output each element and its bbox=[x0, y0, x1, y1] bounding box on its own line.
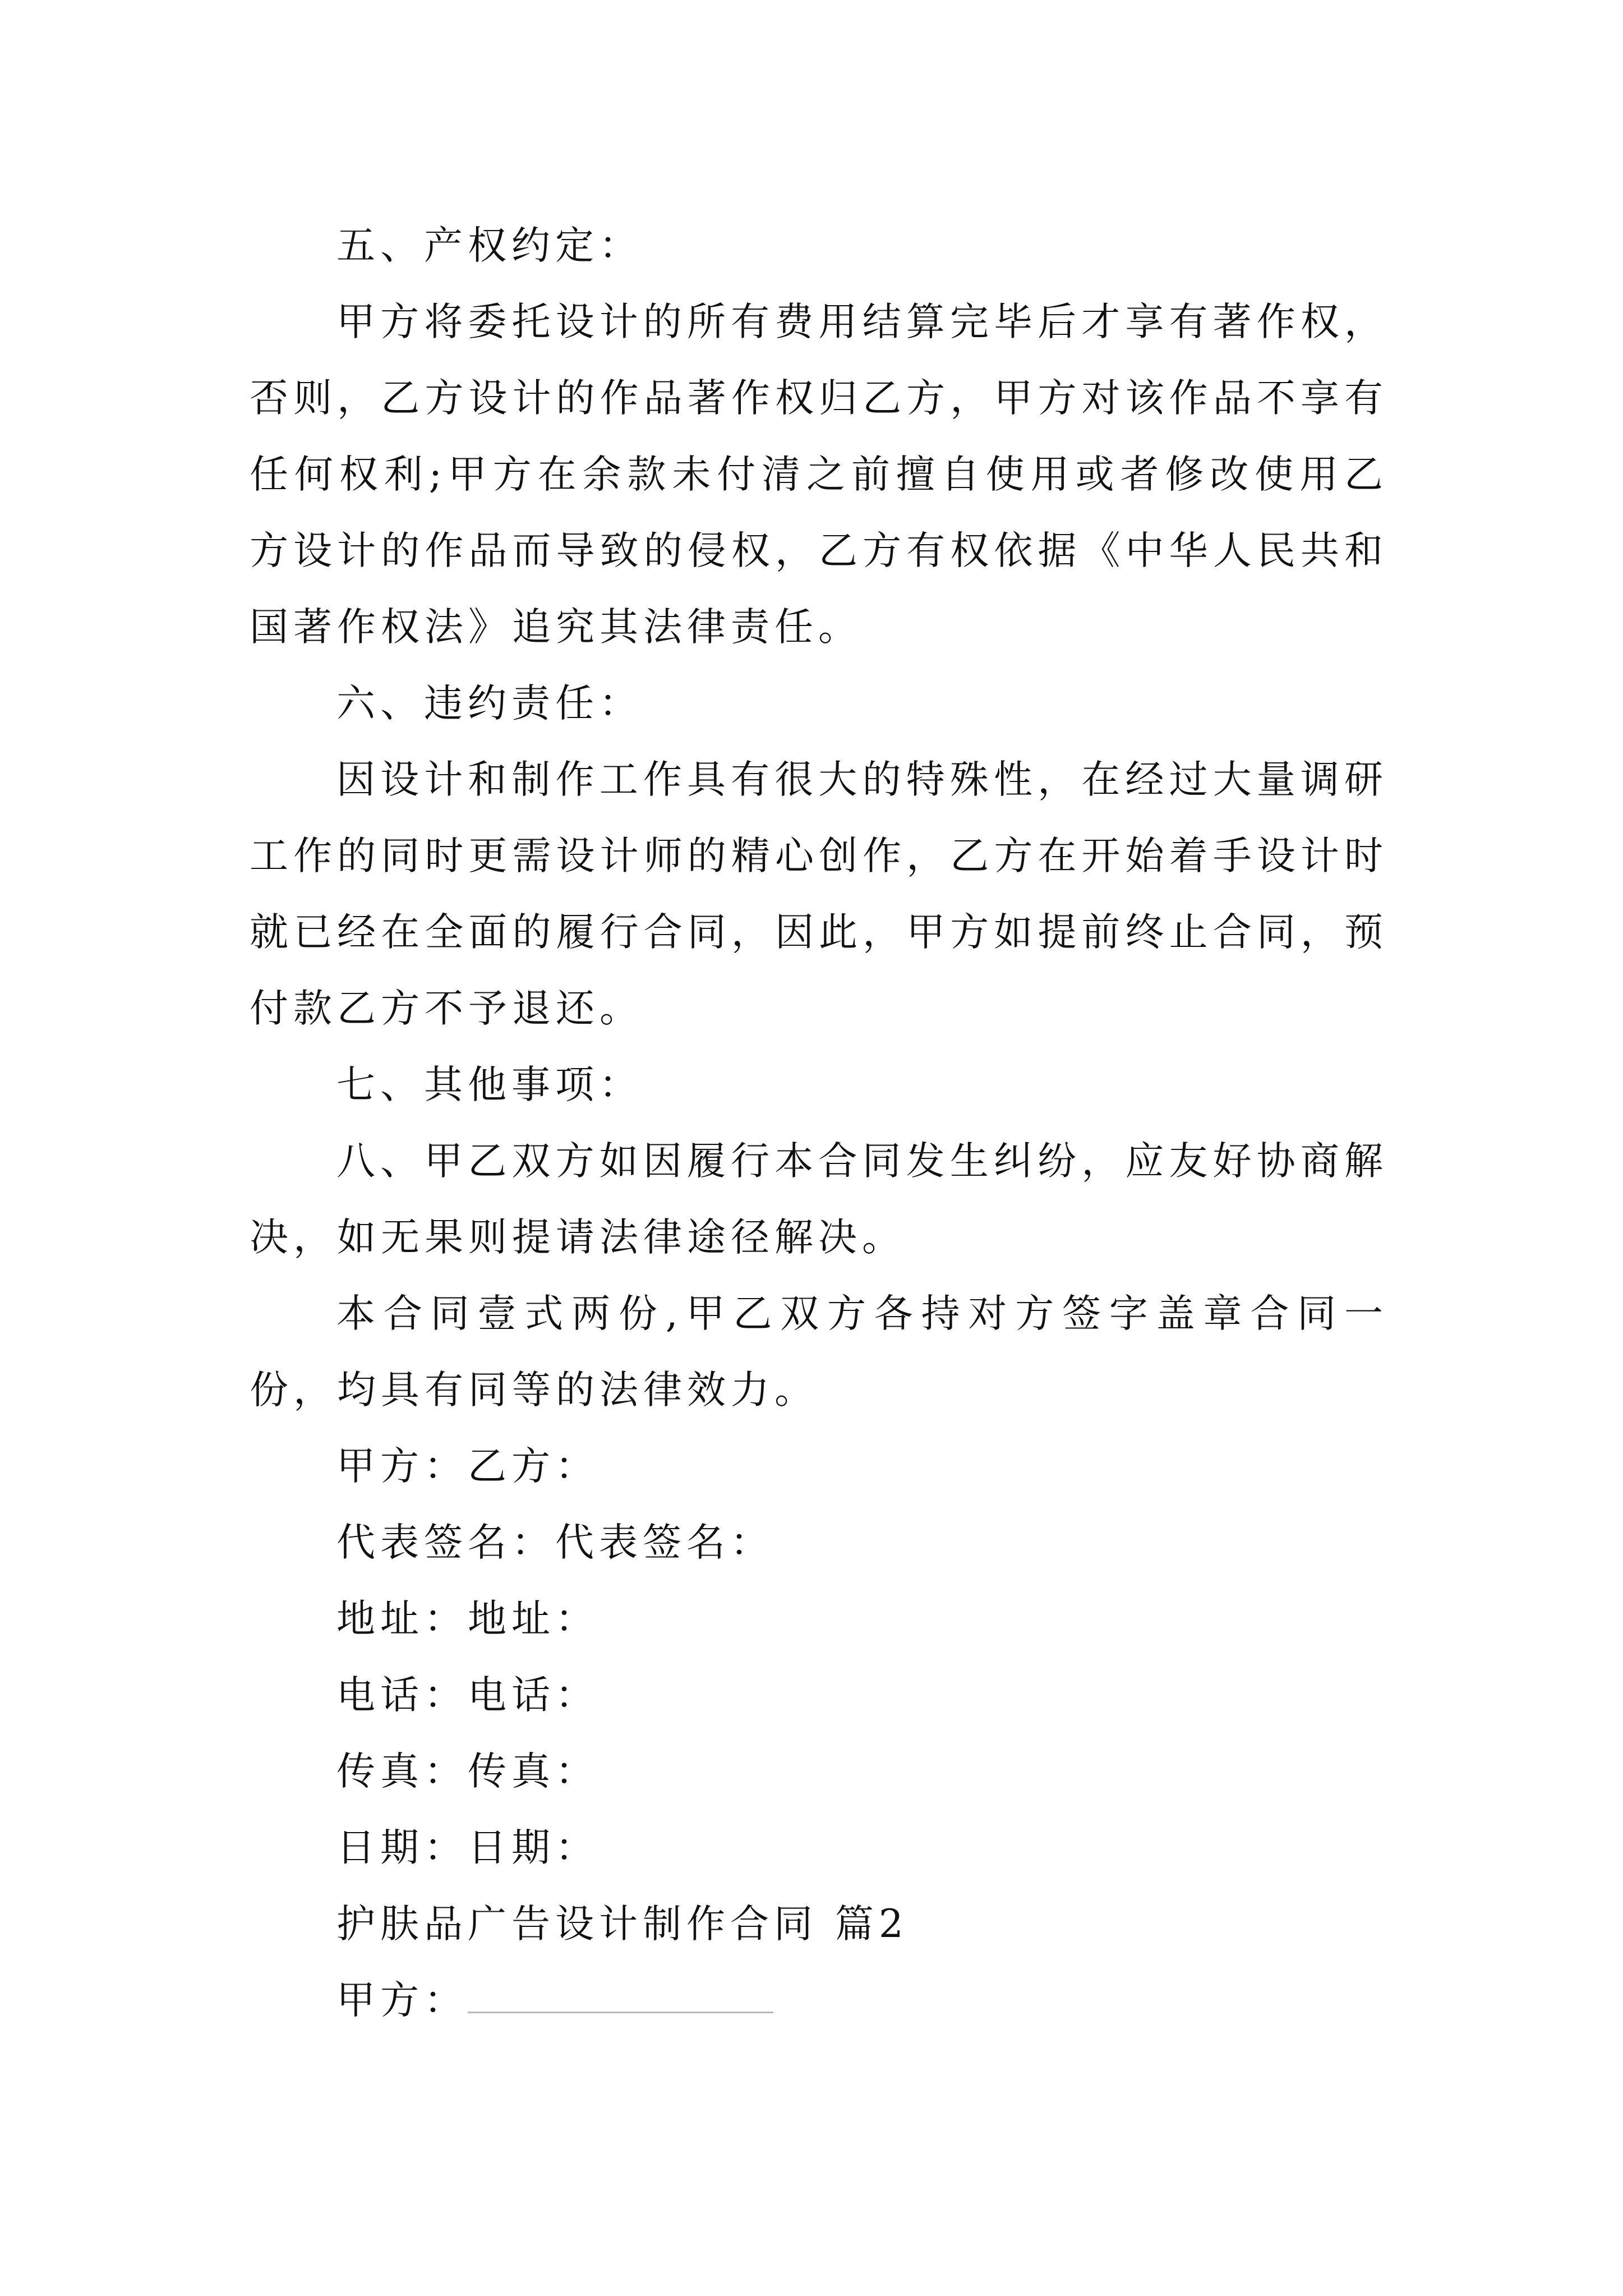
party-a-blank bbox=[468, 1968, 773, 2013]
document-body bbox=[250, 208, 1388, 2039]
party-a-line bbox=[250, 1962, 1388, 2039]
signature-representative: 代表签名：代表签名： bbox=[336, 1520, 774, 1565]
copies-clause: 本合同壹式两份,甲乙双方各持对方签字盖章合同一份，均具有同等的法律效力。 bbox=[250, 1291, 1388, 1412]
section-6-heading: 六、违约责任： bbox=[336, 681, 643, 726]
section-5-body: 甲方将委托设计的所有费用结算完毕后才享有著作权，否则，乙方设计的作品著作权归乙方，甲方对该作品不享有任何权利;甲方在余款未付清之前擅自使用或者修改使用乙方设计的作品而导致的侵权，乙方有权依据《中华人民共和国著作权法》追究其法律责任。 bbox=[250, 300, 1388, 650]
signature-fax: 传真：传真： bbox=[336, 1749, 599, 1794]
signature-address: 地址：地址： bbox=[336, 1596, 599, 1641]
party-a-label: 甲方： bbox=[336, 1978, 468, 2023]
signature-date: 日期：日期： bbox=[336, 1825, 599, 1870]
section-6-body: 因设计和制作工作具有很大的特殊性，在经过大量调研工作的同时更需设计师的精心创作，乙方在开始着手设计时就已经在全面的履行合同，因此，甲方如提前终止合同，预付款乙方不予退还。 bbox=[250, 757, 1388, 1031]
next-contract-title: 护肤品广告设计制作合同 篇2 bbox=[336, 1902, 909, 1947]
section-7-heading: 七、其他事项： bbox=[336, 1062, 643, 1107]
signature-parties: 甲方：乙方： bbox=[336, 1444, 599, 1489]
section-8-body: 八、甲乙双方如因履行本合同发生纠纷，应友好协商解决，如无果则提请法律途径解决。 bbox=[250, 1139, 1388, 1260]
section-5-heading: 五、产权约定： bbox=[336, 223, 643, 268]
signature-phone: 电话：电话： bbox=[336, 1673, 599, 1718]
